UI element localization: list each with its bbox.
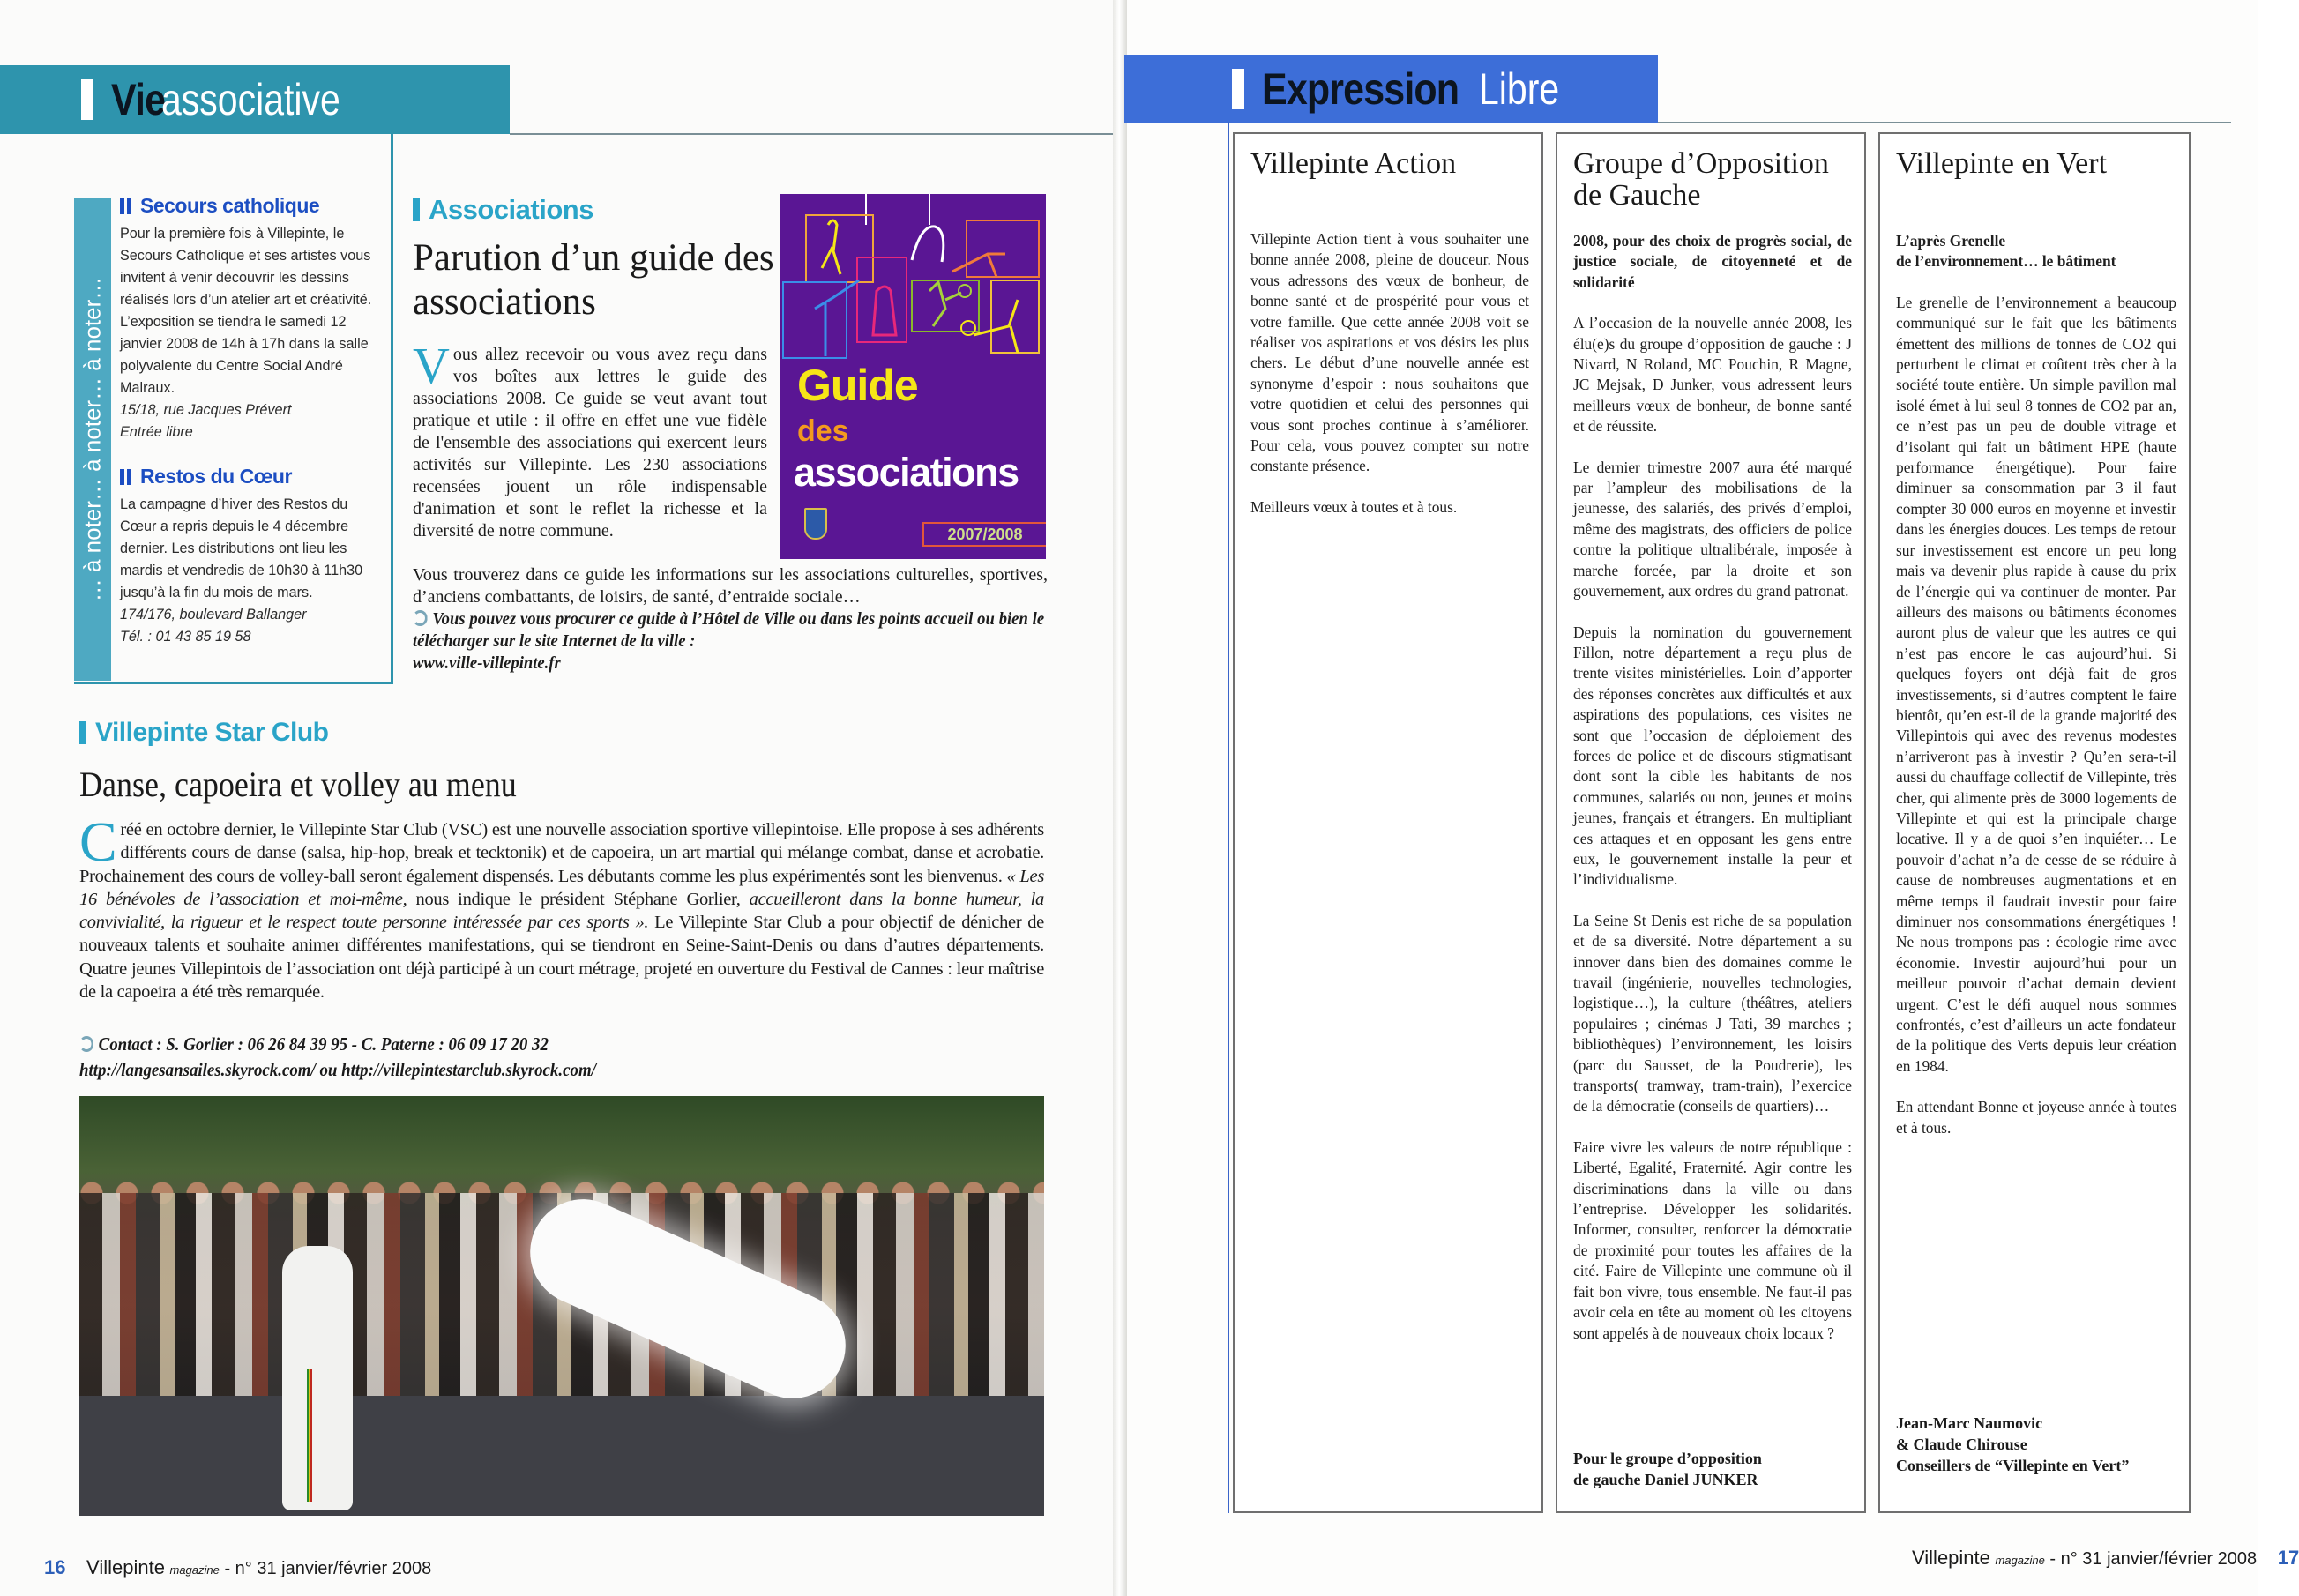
tribune-signature [1573, 1448, 1762, 1490]
associations-callout [413, 608, 1044, 675]
signature-line: Conseillers de “Villepinte en Vert” [1896, 1457, 2130, 1474]
associations-body [413, 337, 767, 542]
tribune-paragraph: Depuis la nomination du gouvernement Fillon, notre département a reçu plus de trente visites ministérielles. Loin d’apporter des réponses concrètes aux difficultés et aux aspirations des populations, ces visites ne sont que l’occasion de déploiement des forces de police et de discours stigmatisant dont sont la cible les habitants de nos communes, salariés ou non, jeunes et moins jeunes, français et étrangers. En multipliant ces attaques et en opposant les gens entre eux, le gouvernement installe la peur et l’individualisme. [1573, 623, 1852, 889]
tribune-paragraph: A l’occasion de la nouvelle année 2008, les élu(e)s du groupe d’opposition de gauche : J Nivard, N Roland, MC Pouchin, R Magne, JC Mejsak, D Junker, vous adressent leurs meilleurs vœux de bonheur, de bonne santé et de réussite. [1573, 314, 1852, 436]
banner-bar-icon [1232, 69, 1244, 109]
contact-text: Contact : S. Gorlier : 06 26 84 39 95 - C. Paterne : 06 09 17 20 32 [98, 1033, 549, 1055]
website-link[interactable]: www.ville-villepinte.fr [413, 653, 561, 673]
associations-kicker [413, 194, 593, 226]
tribune-lead [1896, 231, 2176, 272]
notice-body: Pour la première fois à Villepinte, le Secours Catholique et ses artistes vous invitent à venir découvrir les dessins réalisés lors d’un atelier art et créativité. L’exposition se tiendra le samedi 12 janvier 2008 de 14h à 17h dans la salle polyvalente du Centre Social André Malraux. [120, 226, 372, 396]
tribune-villepinte-en-vert [1878, 132, 2191, 1513]
notice-restos-du-coeur [120, 465, 388, 648]
tribune-paragraph: En attendant Bonne et joyeuse année à toutes et à tous. [1896, 1098, 2176, 1137]
notice-title [120, 194, 388, 218]
folio-left [44, 1556, 431, 1579]
notice-address: 174/176, boulevard Ballanger [120, 607, 307, 623]
notice-phone: Tél. : 01 43 85 19 58 [120, 629, 251, 645]
star-club-headline: Danse, capoeira et volley au menu [79, 764, 517, 804]
tribune-title: Villepinte en Vert [1896, 147, 2108, 180]
tribune-title: Groupe d’Opposition de Gauche [1573, 147, 1829, 212]
dropcap: V [413, 337, 450, 394]
double-bar-icon [120, 469, 131, 485]
associations-body-wide-text: Vous trouverez dans ce guide les informations sur les associations culturelles, sportives, d’anciens combattants, de loisirs, de santé, d’entraide sociale… [413, 565, 1048, 607]
associations-headline: Parution d’un guide des associations [413, 237, 774, 323]
star-club-kicker [79, 718, 329, 748]
page-number: 17 [2277, 1547, 2299, 1569]
cover-title-associations: associations [794, 450, 1019, 495]
banner-rule [1658, 122, 2231, 123]
kicker-bar-icon [413, 198, 420, 221]
guide-cover-image [780, 194, 1046, 559]
lead-line: de l’environnement… le bâtiment [1896, 252, 2116, 271]
folio-issue: - n° 31 janvier/février 2008 [224, 1559, 432, 1578]
tribune-title: Villepinte Action [1250, 147, 1457, 180]
notice-title [120, 465, 388, 488]
tribune-lead: 2008, pour des choix de progrès social, de justice sociale, de citoyenneté et de solidarité [1573, 232, 1852, 291]
signature-line: Pour le groupe d’opposition [1573, 1450, 1762, 1467]
tribune-paragraph: Le grenelle de l’environnement a beaucoup communiqué sur le fait que les bâtiments émettent des millions de tonnes de CO2 qui perturbent le climat et coûtent très cher à la société toute entière. Un simple pavillon mal isolé émet à lui seul 8 tonnes de CO2 par an, ce n’est pas un peu de double vitrage et d’isolant qui fait un bâtiment HPE (haute performance énergétique). Pour faire diminuer sa consommation par 3 il faut compter 30 000 euros en moyenne et investir dans les énergies douces. Les temps de retour sur investissement est encore un peu long mais va devenir plus rapide à cause du prix de l’énergie qui va continuer de monter. Par ailleurs des maisons ou bâtiments économes auront plus de valeur que les autres ce qui n’est pas encore le cas aujourd’hui. Si quelques foyers ont déjà fait de gros investissements, si d’autres comptent le faire bientôt, qu’en est-il de la grande majorité des Villepintois qui avec des revenus modestes n’arriveront pas à investir ? Qu’en sera-t-il aussi du chauffage collectif de Villepinte, très cher, qui alimente près de 3000 logements de Villepinte et qui est la principale charge locative. Il y a de quoi s’en inquiéter… Le pouvoir d’achat n’a de cesse de se réduire à cause de nombreuses augmentations et en même temps il faudrait investir pour faire diminuer nos consommations énergétiques ! Ne nous trompons pas : écologie rime avec économie. Investir aujourd’hui pour un meilleur pouvoir d’achat demain devient urgent. C’est le défi auquel nous sommes confrontés, c’est d’ailleurs un acte fondateur de la politique des Verts depuis leur création en 1984. [1896, 293, 2176, 1075]
tribune-body [1573, 231, 1852, 1344]
quote-text: accueilleront dans la bonne humeur, la convivialité, la rigueur et le respect toute personne intéressée par ces sports ». [79, 889, 1044, 933]
tribune-body [1896, 231, 2176, 1138]
callout-text: Vous pouvez vous procurer ce guide à l’Hôtel de Ville ou dans les points accueil ou bien le télécharger sur le site Internet de la ville : [413, 609, 1045, 651]
a-noter-box [74, 134, 393, 684]
star-club-links[interactable]: http://langesansailes.skyrock.com/ ou http://villepintestarclub.skyrock.com/ [79, 1059, 596, 1080]
tribune-paragraph: Meilleurs vœux à toutes et à tous. [1250, 497, 1458, 516]
page-number: 16 [44, 1556, 66, 1578]
cover-title-des: des [797, 414, 849, 448]
tribune-paragraph: Faire vivre les valeurs de notre république : Liberté, Egalité, Fraternité. Agir contre les discriminations dans la ville ou dans l’entreprise. Développer les solidarités. Informer, consulter, renforcer la démocratie de proximité pour toutes les affaires de la cité. Faire de Villepinte une commune où il fait bon vivre, tous ensemble. Ne faut-il pas avoir cela en tête au moment où les citoyens sont appelés à de nouveaux choix locaux ? [1573, 1137, 1852, 1342]
kicker-bar-icon [79, 721, 86, 744]
tribune-paragraph: Le dernier trimestre 2007 aura été marqué par l’ampleur des mobilisations de la jeunesse, des salariés, des privés d’emploi, même des magistrats, des officiers de police contre la politique ultralibérale, imposée à marche forcée, par la droite et son gouvernement, aux ordres du grand patronat. [1573, 458, 1852, 600]
tribune-paragraph: La Seine St Denis est riche de sa population et de sa diversité. Notre département a su innover dans bien des domaines comme le travail (ingénierie, nouvelles technologies, logistique…), la culture (théâtres, ateliers populaires ; cinémas J Tati, 39 marches ; bibliothèques) l’environnement, les loisirs (parc du Sausset, de la Poudrerie), les transports( tramway, tram-train), l’exercice de la démocratie (conseils de quartiers)… [1573, 911, 1852, 1115]
associations-body-text: ous allez recevoir ou vous avez reçu dans vos boîtes aux lettres le guide des associations 2008. Ce guide se veut avant tout pratique et utile : il offre en effet une vue fidèle de l'ensemble des associations qui exercent leurs activités sur Villepinte. Les 230 associations recensées jouent un rôle indispensable d'animation et sont le reflet la richesse et la diversité de notre commune. [413, 345, 767, 541]
a-noter-strip-text: … à noter… à noter… à noter… [78, 276, 106, 602]
double-bar-icon [120, 198, 131, 214]
tribune-signature [1896, 1413, 2129, 1476]
dropcap: C [79, 810, 117, 873]
a-noter-strip [74, 198, 111, 681]
city-crest-icon [804, 508, 827, 540]
banner-rule [510, 133, 1113, 135]
body-text: réé en octobre dernier, le Villepinte Star Club (VSC) est une nouvelle association sportive villepintoise. Elle propose à ses adhérents différents cours de danse (salsa, hip-hop, break et tecktonik) et de capoeira, un art martial qui mélange combat, danse et acrobatie. Prochainement des cours de volley-ball seront également dispensés. Les débutants comme les plus expérimentés sont les bienvenus. [79, 820, 1044, 886]
banner-title-bold: Vie [111, 75, 166, 124]
column-rule [1228, 122, 1229, 1513]
folio-right [1912, 1547, 2299, 1570]
folio-mag: magazine [169, 1563, 220, 1577]
banner-title-light: associative [161, 75, 340, 124]
section-banner-expression-libre [1124, 55, 1658, 123]
tribune-villepinte-action [1233, 132, 1543, 1513]
cover-year: 2007/2008 [922, 522, 1046, 547]
tribune-opposition-gauche [1556, 132, 1866, 1513]
quote-text: « Les 16 bénévoles de l’association et moi-même, [79, 866, 1045, 909]
notice-title-text: Secours catholique [140, 194, 320, 217]
body-text: Le Villepinte Star Club a pour objectif de dénicher de nouveaux talents et souhaite animer différentes manifestations, qui se tiendront en Seine-Saint-Denis ou dans d’autres départements. Quatre jeunes Villepintois de l’association ont déjà participé à un court métrage, projeté en ouverture du Festival de Cannes : leur maîtrise de la capoeira a été très remarquée. [79, 913, 1044, 1003]
section-banner-vie-associative [0, 65, 510, 134]
lead-line: L’après Grenelle [1896, 232, 2006, 250]
photo-street [79, 1396, 1044, 1516]
arrow-icon [413, 610, 428, 626]
folio-brand: Villepinte [86, 1556, 165, 1578]
body-text: nous indique le président Stéphane Gorlier, [407, 889, 750, 909]
notice-title-text: Restos du Cœur [140, 465, 292, 488]
notice-extra: Entrée libre [120, 424, 193, 440]
notice-address: 15/18, rue Jacques Prévert [120, 402, 292, 418]
signature-line: & Claude Chirouse [1896, 1436, 2027, 1453]
star-club-body [79, 810, 1045, 1003]
star-club-contact [79, 1032, 1049, 1083]
photo-capoeirista-standing [282, 1246, 353, 1510]
banner-title-bold: Expression [1262, 64, 1459, 114]
page-gutter [1113, 0, 1127, 1596]
tribune-body [1250, 229, 1529, 518]
arrow-icon [79, 1036, 93, 1052]
a-noter-content [120, 194, 388, 648]
folio-mag: magazine [1995, 1554, 2045, 1567]
banner-bar-icon [81, 79, 93, 120]
cover-title-guide: Guide [797, 361, 918, 410]
tribune-paragraph: Villepinte Action tient à vous souhaiter une bonne année 2008, pleine de douceur. Nous vous adressons des vœux de bonheur, de bonne santé et de prospérité pour vous et votre famille. Que cette année 2008 voit se réaliser vos aspirations et vos désirs les plus chers. Le début d’une nouvelle année est synonyme d’espoir : nous souhaitons que votre quotidien et celui des personnes qui vous sont proches continue à s’améliorer. Pour cela, vous pouvez compter sur notre constante présence. [1250, 230, 1529, 475]
capoeira-photo [79, 1096, 1044, 1516]
associations-body-continued [413, 564, 1048, 675]
signature-line: de gauche Daniel JUNKER [1573, 1471, 1758, 1488]
notice-body: La campagne d’hiver des Restos du Cœur a repris depuis le 4 décembre dernier. Les distributions ont lieu les mardis et vendredis de 10h30 à 11h30 jusqu’à la fin du mois de mars. [120, 496, 363, 600]
folio-issue: - n° 31 janvier/février 2008 [2049, 1549, 2258, 1569]
notice-secours-catholique [120, 194, 388, 444]
folio-brand: Villepinte [1912, 1547, 1990, 1569]
signature-line: Jean-Marc Naumovic [1896, 1414, 2043, 1432]
banner-title-light: Libre [1478, 64, 1559, 114]
kicker-text: Associations [429, 194, 593, 225]
kicker-text: Villepinte Star Club [95, 718, 329, 747]
